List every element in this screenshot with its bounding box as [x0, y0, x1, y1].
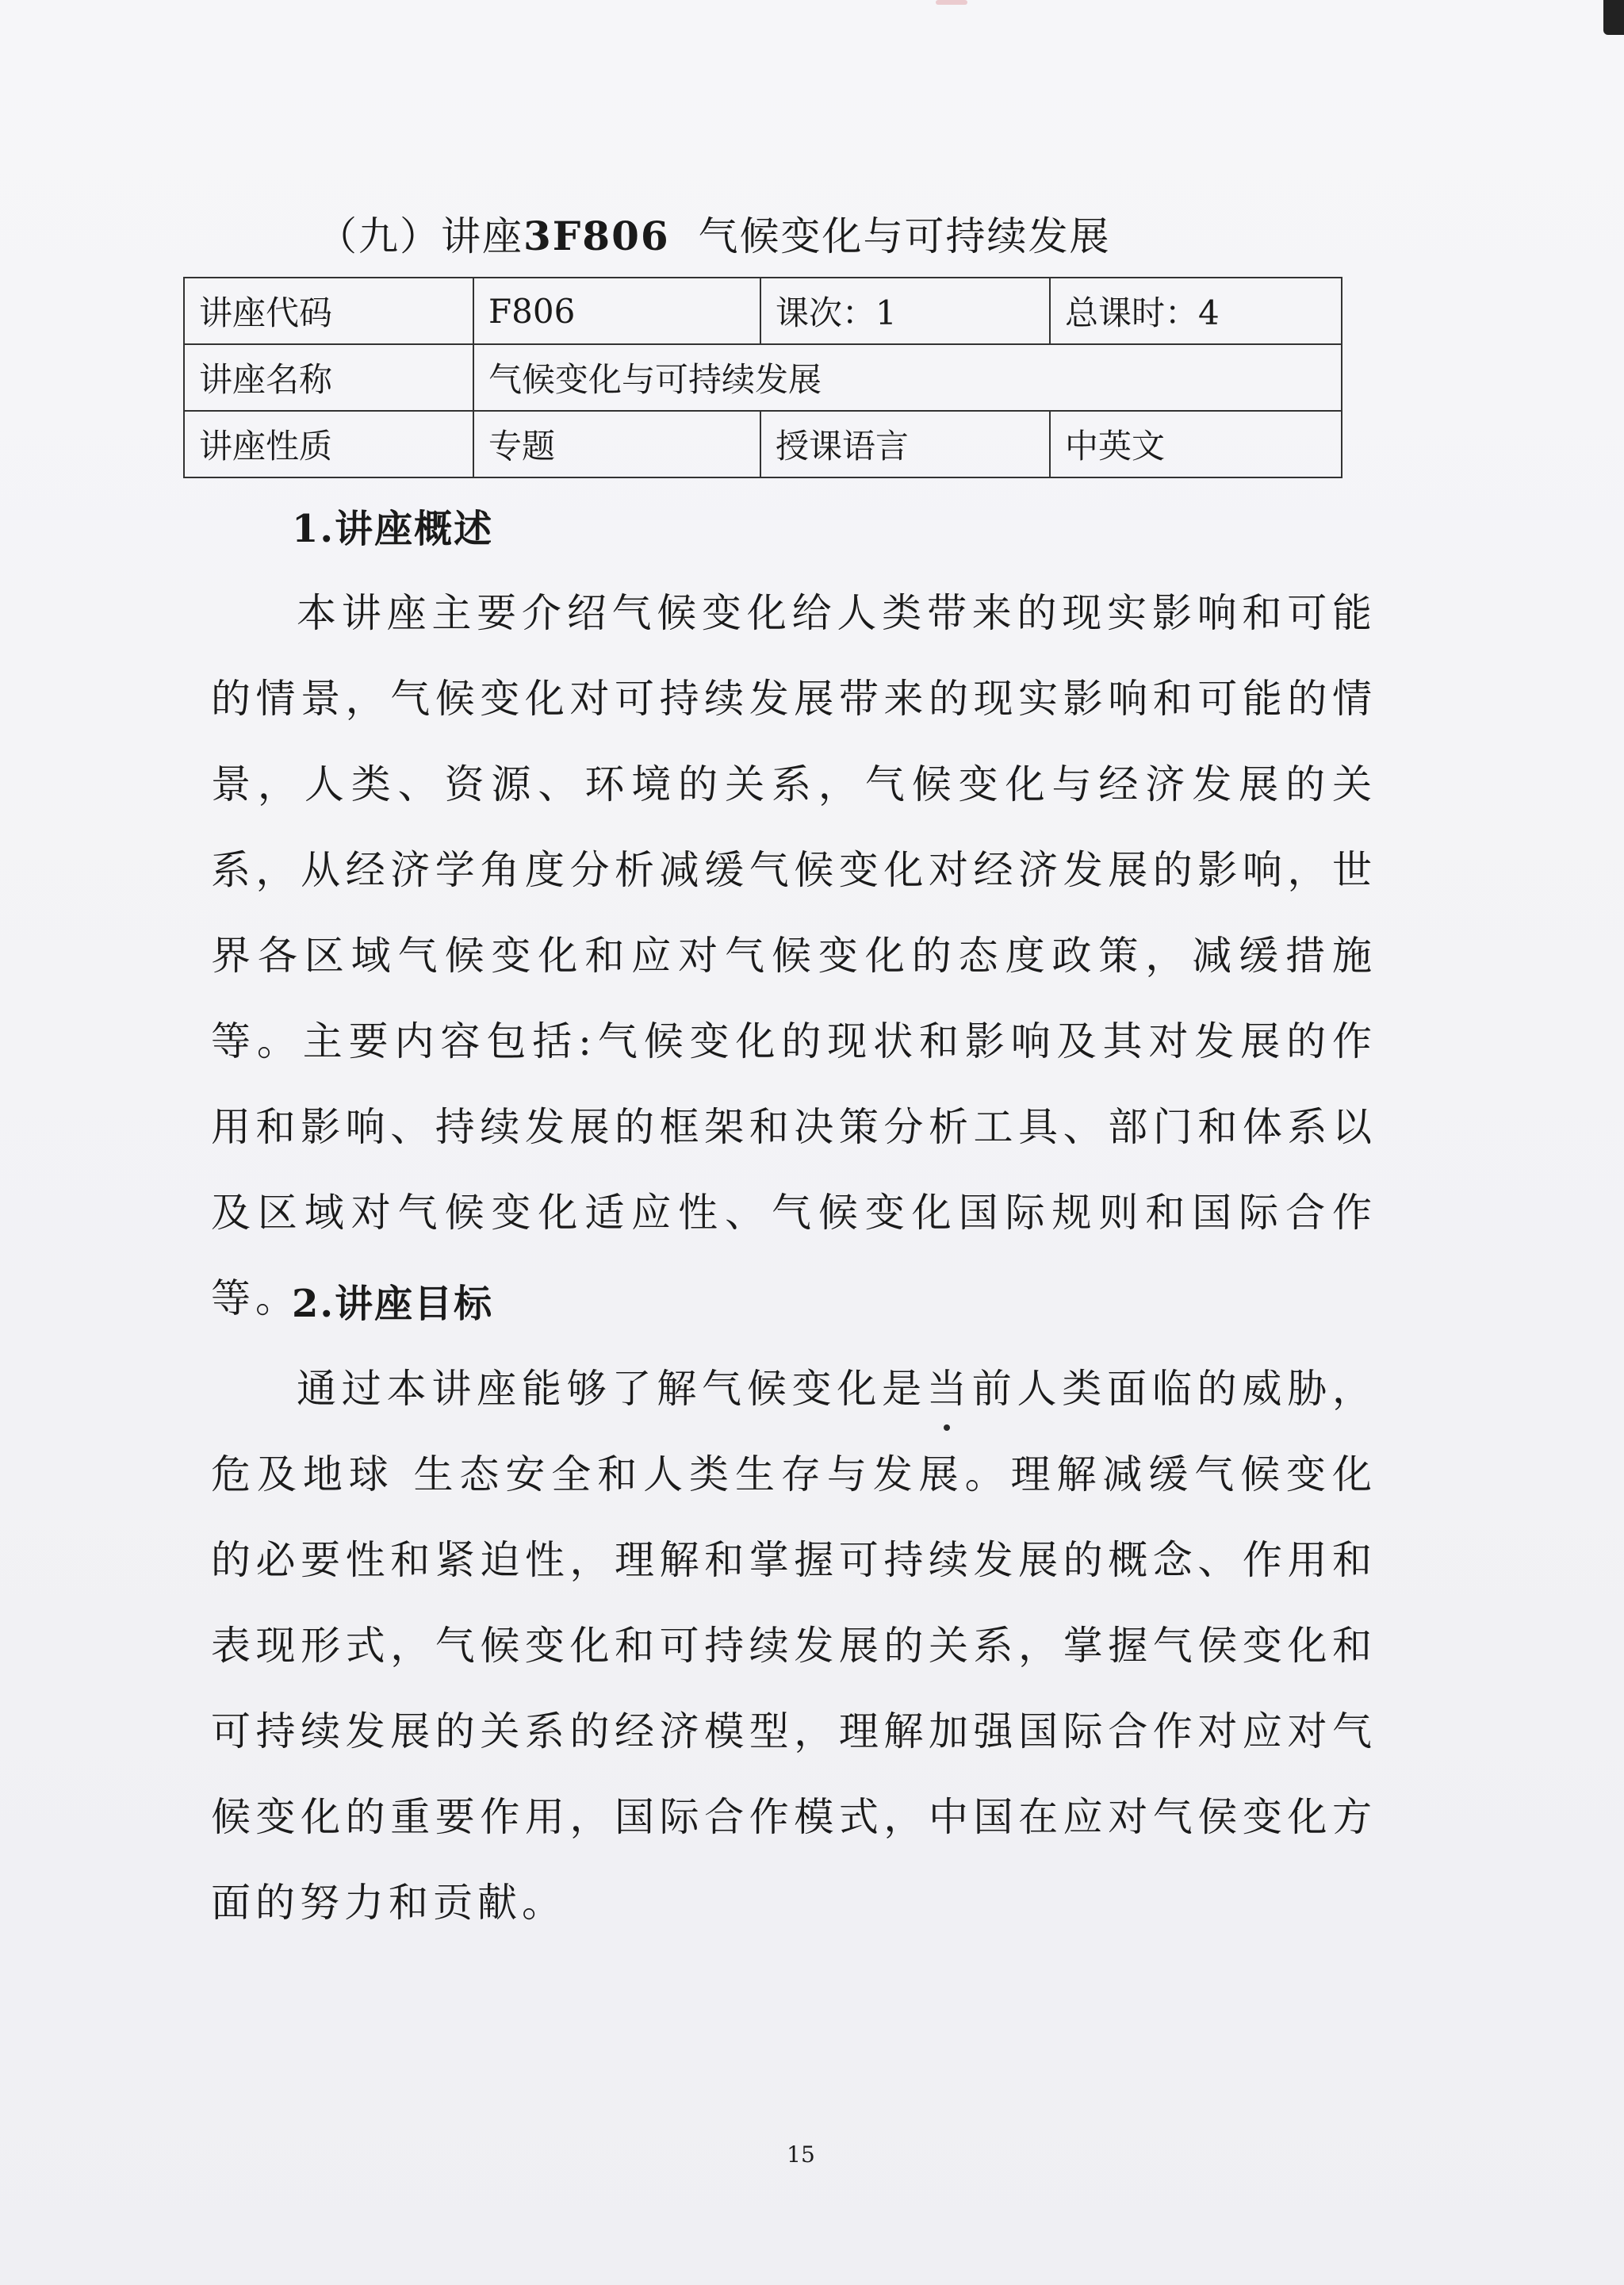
- table-cell: 讲座名称: [184, 344, 473, 411]
- section-2-body: 通过本讲座能够了解气候变化是当前人类面临的威胁，危及地球 生态安全和人类生存与发展。理解减缓气候变化的必要性和紧迫性，理解和掌握可持续发展的概念、作用和表现形式，气候变化和可持续发展的关系，掌握气侯变化和可持续发展的关系的经济模型，理解加强国际合作对应对气候变化的重要作用，国际合作模式，中国在应对气侯变化方面的努力和贡献。: [211, 1366, 1377, 1926]
- page-number: 15: [787, 2141, 815, 2168]
- heading-code: 3F806: [523, 213, 670, 259]
- table-cell: 专题: [473, 411, 760, 477]
- scan-corner-mark: [1603, 0, 1624, 35]
- table-row: [184, 344, 1342, 411]
- table-cell: F806: [473, 278, 760, 344]
- heading-prefix: （九）讲座: [317, 213, 523, 259]
- lecture-info-table: [183, 277, 1342, 478]
- section-1-body: 本讲座主要介绍气候变化给人类带来的现实影响和可能的情景，气候变化对可持续发展带来的现实影响和可能的情景，人类、资源、环境的关系，气候变化与经济发展的关系，从经济学角度分析减缓气候变化对经济发展的影响，世界各区域气候变化和应对气候变化的态度政策，减缓措施等。主要内容包括:气候变化的现状和影响及其对发展的作用和影响、持续发展的框架和决策分析工具、部门和体系以及区域对气候变化适应性、气候变化国际规则和国际合作等。: [211, 590, 1377, 1321]
- table-row: [184, 278, 1342, 344]
- table-cell: 气候变化与可持续发展: [473, 344, 1342, 411]
- table-cell: 授课语言: [760, 411, 1050, 477]
- table-cell: 中英文: [1050, 411, 1342, 477]
- table-cell: 总课时：4: [1050, 278, 1342, 344]
- scan-smudge: [936, 0, 967, 5]
- table-cell: 讲座代码: [184, 278, 473, 344]
- ink-dot: [944, 1424, 950, 1431]
- section-1-title: 1.讲座概述: [292, 507, 494, 551]
- table-row: [184, 411, 1342, 477]
- table-cell: 讲座性质: [184, 411, 473, 477]
- lecture-heading: [317, 205, 1110, 262]
- heading-title: 气候变化与可持续发展: [698, 213, 1111, 259]
- section-2-title: 2.讲座目标: [292, 1282, 494, 1326]
- table-cell: 课次：1: [760, 278, 1050, 344]
